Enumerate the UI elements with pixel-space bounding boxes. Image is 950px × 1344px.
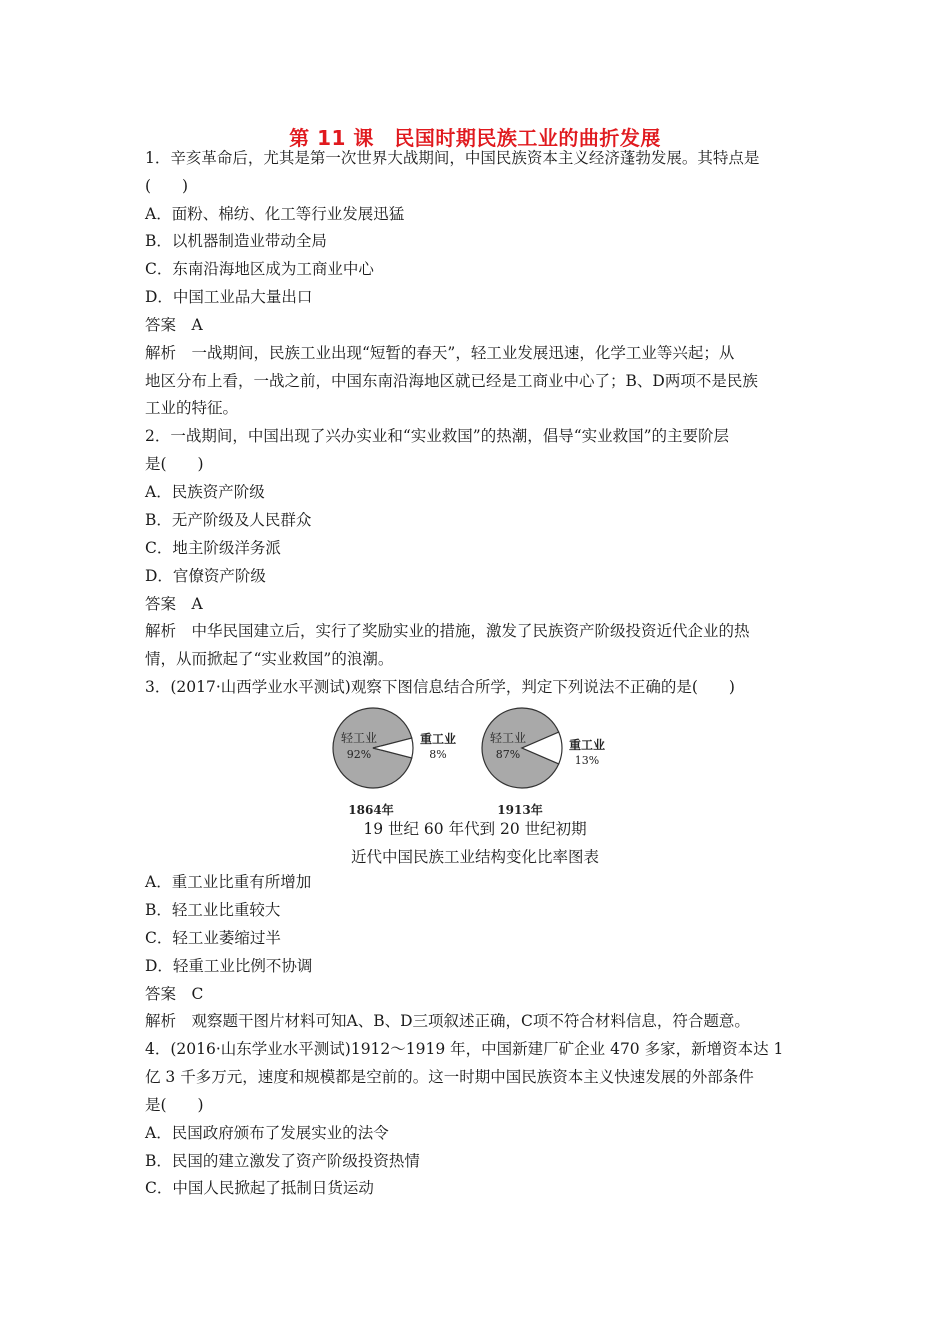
option-d: D．轻重工业比例不协调 xyxy=(145,957,313,975)
question-4-stem-cont: 亿 3 千多万元，速度和规模都是空前的。这一时期中国民族资本主义快速发展的外部条件 xyxy=(145,1068,754,1086)
slice-label-heavy: 重工业 xyxy=(568,738,606,752)
option-c: C．地主阶级洋务派 xyxy=(145,539,281,557)
option-d: D．中国工业品大量出口 xyxy=(145,288,313,306)
slice-value-light: 92% xyxy=(346,748,372,761)
slice-value-heavy: 13% xyxy=(574,754,600,767)
option-b: B．民国的建立激发了资产阶级投资热情 xyxy=(145,1152,420,1170)
answer: 答案 A xyxy=(145,316,203,334)
question-2-stem-cont: 是( ) xyxy=(145,455,204,473)
question-3-stem: 3．(2017·山西学业水平测试)观察下图信息结合所学，判定下列说法不正确的是( ) xyxy=(145,678,735,696)
question-2-stem: 2．一战期间，中国出现了兴办实业和“实业救国”的热潮，倡导“实业救国”的主要阶层 xyxy=(145,427,730,445)
pie-year-label: 1864年 xyxy=(348,803,394,817)
option-a: A．面粉、棉纺、化工等行业发展迅猛 xyxy=(145,205,405,223)
question-1-stem-cont: ( ) xyxy=(145,177,189,195)
slice-label-heavy: 重工业 xyxy=(419,732,457,746)
explanation: 解析 中华民国建立后，实行了奖励实业的措施，激发了民族资产阶级投资近代企业的热 xyxy=(145,622,750,640)
pie-year-label: 1913年 xyxy=(497,803,543,817)
slice-label-light: 轻工业 xyxy=(489,731,527,745)
question-1-stem: 1．辛亥革命后，尤其是第一次世界大战期间，中国民族资本主义经济蓬勃发展。其特点是 xyxy=(145,149,760,167)
option-c: C．东南沿海地区成为工商业中心 xyxy=(145,260,374,278)
option-a: A．重工业比重有所增加 xyxy=(145,873,312,891)
option-a: A．民族资产阶级 xyxy=(145,483,265,501)
explanation-cont: 情，从而掀起了“实业救国”的浪潮。 xyxy=(145,650,394,668)
option-b: B．无产阶级及人民群众 xyxy=(145,511,312,529)
option-c: C．轻工业萎缩过半 xyxy=(145,929,281,947)
answer: 答案 C xyxy=(145,985,204,1003)
chart-subtitle: 近代中国民族工业结构变化比率图表 xyxy=(350,848,599,866)
explanation: 解析 一战期间，民族工业出现“短暂的春天”，轻工业发展迅速，化学工业等兴起；从 xyxy=(145,344,735,362)
slice-value-light: 87% xyxy=(495,748,521,761)
pie-chart-figure xyxy=(320,700,640,820)
answer: 答案 A xyxy=(145,595,203,613)
option-a: A．民国政府颁布了发展实业的法令 xyxy=(145,1124,389,1142)
slice-label-light: 轻工业 xyxy=(340,731,378,745)
explanation: 解析 观察题干图片材料可知A、B、D三项叙述正确，C项不符合材料信息，符合题意。 xyxy=(145,1012,750,1030)
explanation-cont: 地区分布上看，一战之前，中国东南沿海地区就已经是工商业中心了；B、D两项不是民族 xyxy=(145,372,758,390)
question-4-stem-cont: 是( ) xyxy=(145,1096,204,1114)
slice-value-heavy: 8% xyxy=(429,748,447,761)
option-b: B．以机器制造业带动全局 xyxy=(145,232,327,250)
option-b: B．轻工业比重较大 xyxy=(145,901,281,919)
chart-title: 19 世纪 60 年代到 20 世纪初期 xyxy=(363,820,587,838)
question-4-stem: 4．(2016·山东学业水平测试)1912～1919 年，中国新建厂矿企业 470 多家，新增资本达 1 xyxy=(145,1040,784,1058)
explanation-cont: 工业的特征。 xyxy=(145,399,239,417)
page-title: 第 11 课 民国时期民族工业的曲折发展 xyxy=(289,126,661,150)
option-c: C．中国人民掀起了抵制日货运动 xyxy=(145,1179,374,1197)
option-d: D．官僚资产阶级 xyxy=(145,567,266,585)
